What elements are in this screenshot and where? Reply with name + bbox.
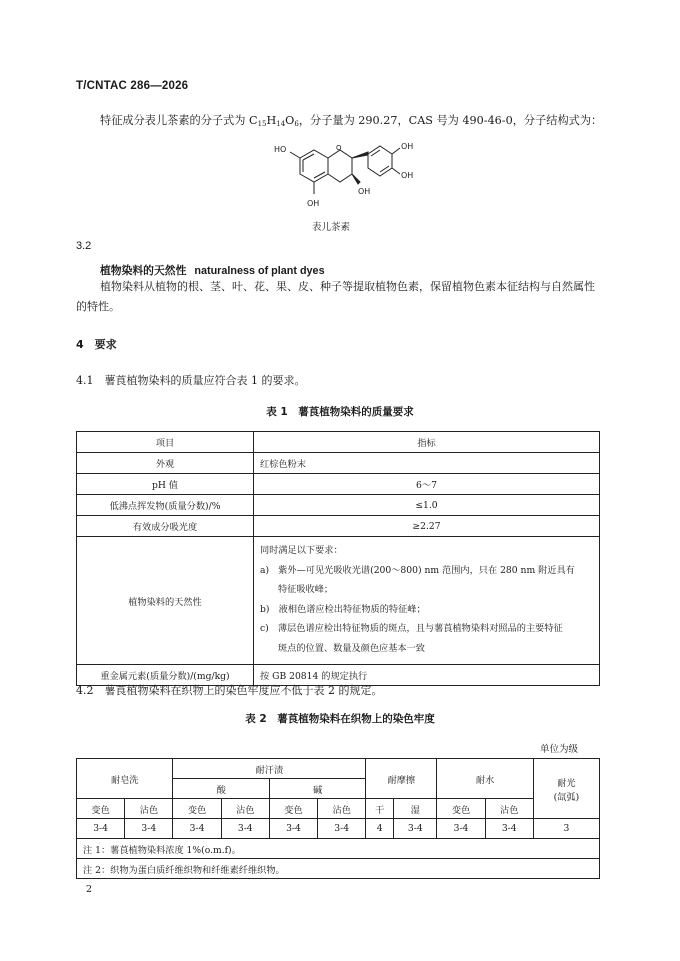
table-row — [77, 799, 600, 819]
value-cell: 3-4 — [318, 819, 366, 839]
value-cell: 3-4 — [485, 819, 533, 839]
value-cell: 3-4 — [173, 819, 221, 839]
formula-c: C — [249, 114, 258, 127]
table-2-unit: 单位为级 — [540, 744, 579, 755]
naturalness-a-line-1: a) 紫外—可见光吸收光谱(200～800) nm 范围内，只在 280 nm 附近具有 — [260, 564, 575, 576]
term-definition — [76, 277, 600, 317]
row-volatile-item: 低沸点挥发物(质量分数)/% — [77, 495, 254, 516]
table-1-caption: 表 1 薯莨植物染料的质量要求 — [266, 406, 414, 418]
table-2 — [76, 758, 600, 879]
label-oh-1: OH — [401, 142, 414, 151]
header-water: 耐水 — [437, 759, 533, 799]
intro-paragraph — [100, 111, 620, 134]
header-rubbing: 耐摩擦 — [366, 759, 437, 799]
term-heading — [100, 263, 325, 278]
table-row — [77, 474, 600, 495]
table-1-header-item: 项目 — [77, 432, 254, 453]
naturalness-c-line-1: c) 薄层色谱应检出特征物质的斑点，且与薯莨植物染料对照品的主要特征 — [260, 623, 563, 634]
value-cell: 3-4 — [394, 819, 437, 839]
label-ho: HO — [274, 145, 287, 154]
table-2-note-2: 注 2：织物为蛋白质纤维织物和纤维素纤维织物。 — [77, 859, 600, 879]
table-row — [77, 432, 600, 453]
value-cell: 3-4 — [221, 819, 269, 839]
row-heavy-metal-value: 按 GB 20814 的规定执行 — [254, 665, 600, 686]
label-oh-2: OH — [401, 171, 414, 180]
sub-header: 变色 — [173, 799, 221, 819]
label-oh-4: OH — [307, 199, 320, 208]
value-cell: 3-4 — [437, 819, 485, 839]
page-number: 2 — [86, 884, 93, 895]
table-2-caption: 表 2 薯莨植物染料在织物上的染色牢度 — [245, 713, 435, 725]
intro-text-after: ，分子量为 290.27，CAS 号为 490-46-0，分子结构式为： — [298, 114, 603, 127]
formula-c-sub: 15 — [257, 120, 267, 128]
clause-4-1: 4.1 薯莨植物染料的质量应符合表 1 的要求。 — [76, 374, 306, 387]
naturalness-c-line-2: 斑点的位置、数量及颜色应基本一致 — [278, 642, 425, 654]
value-cell: 3-4 — [269, 819, 317, 839]
table-1-header-index: 指标 — [254, 432, 600, 453]
formula-h: H — [266, 114, 277, 127]
section-3-2-number: 3.2 — [76, 240, 92, 252]
row-appearance-value: 红棕色粉末 — [254, 453, 600, 474]
intro-text-before: 特征成分表儿茶素的分子式为 — [100, 114, 249, 127]
label-oh-3: OH — [358, 187, 371, 196]
header-light-line-2: (氙弧) — [553, 791, 580, 803]
row-heavy-metal-item: 重金属元素(质量分数)/(mg/kg) — [77, 665, 254, 686]
row-naturalness-value — [254, 537, 600, 665]
header-perspiration: 耐汗渍 — [173, 759, 366, 779]
naturalness-intro: 同时满足以下要求： — [260, 545, 343, 556]
header-light — [533, 759, 599, 819]
table-row — [77, 495, 600, 516]
clause-4-2: 4.2 薯莨植物染料在织物上的染色牢度应不低于表 2 的规定。 — [76, 684, 383, 697]
sub-header: 沾色 — [318, 799, 366, 819]
term-english: naturalness of plant dyes — [194, 265, 325, 277]
header-alkali: 碱 — [269, 779, 365, 799]
svg-text:O: O — [336, 144, 342, 152]
table-row — [77, 453, 600, 474]
table-row — [77, 537, 600, 665]
row-ph-value: 6～7 — [254, 474, 600, 495]
naturalness-a-line-2: 特征吸收峰； — [278, 584, 334, 595]
row-absorbance-value: ≥2.27 — [254, 516, 600, 537]
definition-line-2: 的特性。 — [76, 300, 120, 313]
row-naturalness-item: 植物染料的天然性 — [77, 537, 254, 665]
sub-header: 湿 — [394, 799, 437, 819]
formula-h-sub: 14 — [276, 120, 286, 128]
molecular-structure-diagram — [270, 138, 420, 216]
row-absorbance-item: 有效成分吸光度 — [77, 516, 254, 537]
table-row — [77, 819, 600, 839]
value-cell: 4 — [366, 819, 394, 839]
header-light-line-1: 耐光 — [557, 777, 576, 789]
header-soaping: 耐皂洗 — [77, 759, 173, 799]
row-volatile-value: ≤1.0 — [254, 495, 600, 516]
term-chinese: 植物染料的天然性 — [100, 264, 187, 277]
naturalness-b: b) 液相色谱应检出特征物质的特征峰； — [260, 603, 426, 615]
table-row — [77, 839, 600, 859]
value-cell: 3 — [533, 819, 599, 839]
table-2-note-1: 注 1：薯莨植物染料浓度 1%(o.m.f)。 — [77, 839, 600, 859]
structure-caption: 表儿茶素 — [312, 222, 351, 233]
sub-header: 变色 — [269, 799, 317, 819]
sub-header: 沾色 — [221, 799, 269, 819]
definition-line-1: 植物染料从植物的根、茎、叶、花、果、皮、种子等提取植物色素，保留植物色素本征结构与自然属性 — [100, 280, 595, 293]
sub-header: 沾色 — [485, 799, 533, 819]
sub-header: 变色 — [437, 799, 485, 819]
value-cell: 3-4 — [77, 819, 125, 839]
table-row — [77, 859, 600, 879]
ring-a — [300, 150, 328, 182]
table-row — [77, 516, 600, 537]
value-cell: 3-4 — [125, 819, 173, 839]
formula-o-sub: 6 — [294, 120, 299, 128]
sub-header: 干 — [366, 799, 394, 819]
table-row — [77, 759, 600, 779]
formula-o: O — [285, 114, 295, 127]
sub-header: 沾色 — [125, 799, 173, 819]
table-1 — [76, 431, 600, 686]
ring-c — [328, 150, 352, 182]
document-code: T/CNTAC 286—2026 — [76, 80, 189, 92]
row-appearance-item: 外观 — [77, 453, 254, 474]
header-acid: 酸 — [173, 779, 269, 799]
sub-header: 变色 — [77, 799, 125, 819]
section-4-heading: 4 要求 — [76, 338, 117, 351]
row-ph-item: pH 值 — [77, 474, 254, 495]
